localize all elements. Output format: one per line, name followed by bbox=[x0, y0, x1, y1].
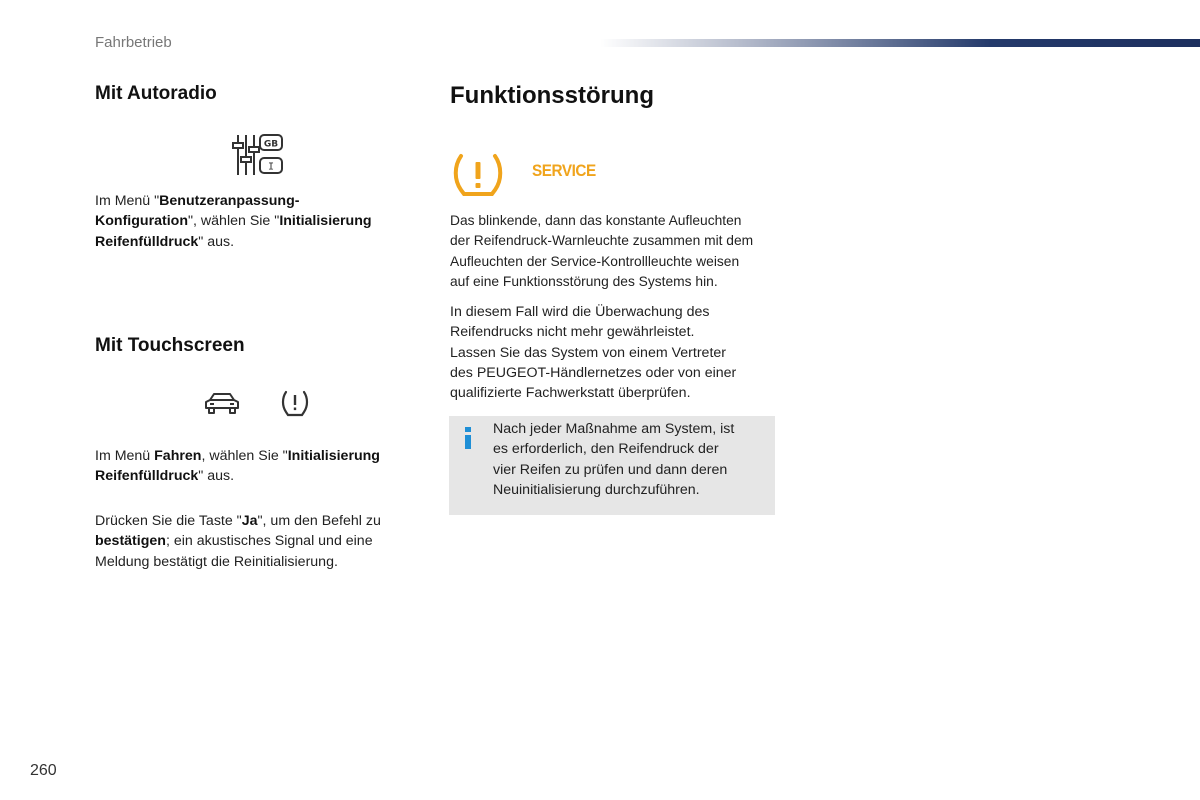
service-indicator: SERVICE bbox=[532, 161, 596, 180]
header-bar bbox=[600, 39, 1200, 47]
page-number: 260 bbox=[30, 762, 57, 779]
svg-text:GB: GB bbox=[263, 139, 279, 150]
info-text: Nach jeder Maßnahme am System, ist es erforderlich, den Reifendruck der vier Reifen zu prüfen und dann deren Neuinitialisierung durchzuführen. bbox=[493, 421, 735, 498]
touchscreen-instruction: Im Menü Fahren, wählen Sie "Initialisierung Reifenfülldruck" aus. bbox=[95, 448, 380, 485]
tyre-pressure-warning-icon-amber bbox=[452, 152, 504, 198]
svg-text:I: I bbox=[267, 161, 275, 173]
settings-sliders-gb-icon bbox=[229, 131, 287, 177]
tyre-pressure-warning-icon bbox=[280, 388, 310, 418]
malfunction-action: In diesem Fall wird die Überwachung des Reifendrucks nicht mehr gewährleistet. Lassen Sie das System von einem Vertreter des PEUGEOT-Händlernetzes oder von einer qualifizierte Fachwerkstatt überprüfen. bbox=[450, 304, 737, 402]
section-label: Fahrbetrieb bbox=[95, 34, 172, 51]
malfunction-description: Das blinkende, dann das konstante Aufleuchten der Reifendruck-Warnleuchte zusammen mit dem Aufleuchten der Service-Kontrollleuchte weisen auf eine Funktionsstörung des Systems hin. bbox=[450, 213, 754, 289]
heading-malfunction: Funktionsstörung bbox=[450, 82, 654, 109]
confirm-instruction: Drücken Sie die Taste "Ja", um den Befehl zu bestätigen; ein akustisches Signal und eine Meldung bestätigt die Reinitialisierung. bbox=[95, 513, 381, 570]
autoradio-instruction: Im Menü "Benutzeranpassung- Konfiguration", wählen Sie "Initialisierung Reifenfülldruck" aus. bbox=[95, 193, 372, 250]
info-box bbox=[449, 416, 775, 515]
heading-touchscreen: Mit Touchscreen bbox=[95, 335, 245, 356]
heading-autoradio: Mit Autoradio bbox=[95, 83, 217, 104]
info-icon bbox=[463, 427, 475, 449]
car-icon bbox=[202, 390, 242, 418]
